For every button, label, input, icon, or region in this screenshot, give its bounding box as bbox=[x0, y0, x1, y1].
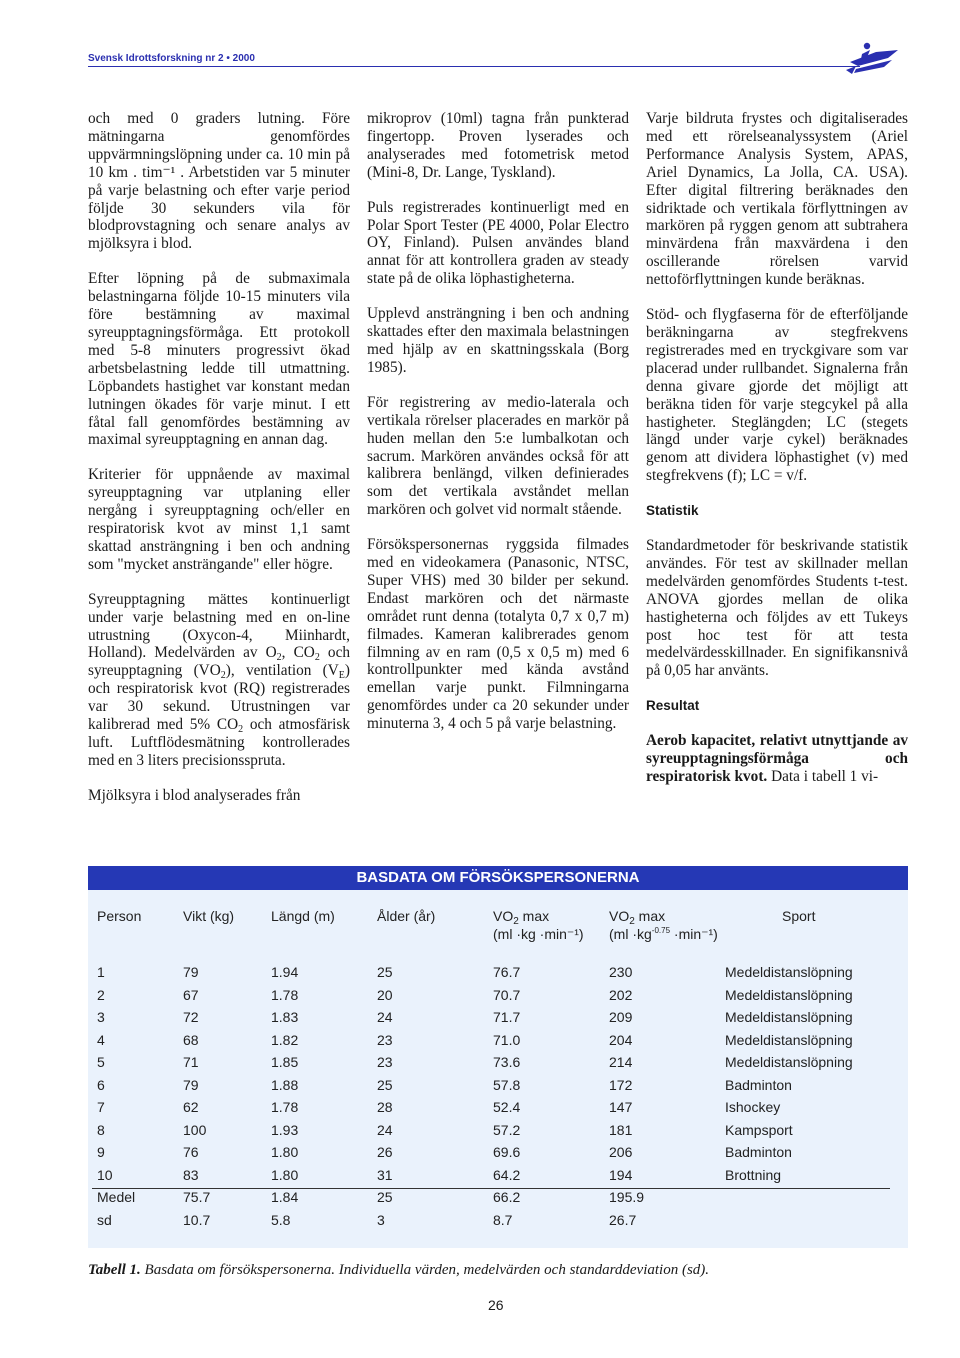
cell-alder: 25 bbox=[377, 1189, 393, 1205]
paragraph: Upplevd ansträngning i ben och andning skattades efter den maximala belastningen med hjälp av en skattningsskala (Borg 1985). bbox=[367, 305, 629, 376]
col-header-vo2-relative bbox=[493, 907, 584, 943]
cell-vo2-allometric: 194 bbox=[609, 1167, 633, 1183]
header-text: max bbox=[518, 908, 550, 924]
header-sub: 2 bbox=[513, 916, 519, 927]
cell-person: 8 bbox=[97, 1122, 105, 1138]
col-header-vo2-allometric bbox=[609, 907, 718, 943]
paragraph: mikroprov (10ml) tagna från punkterad fingertopp. Proven lyserades och analyserades med fotometrisk metod (Mini-8, Dr. Lange, Tyskland). bbox=[367, 110, 629, 181]
header-unit: ·min⁻¹) bbox=[670, 926, 718, 942]
table-caption bbox=[88, 1262, 709, 1279]
text-run: och syreupptagning (VO bbox=[88, 644, 351, 680]
paragraph: Varje bildruta frystes och digitaliserades med ett rörelseanalyssystem (Ariel Performance Analysis System, APAS, Ariel Dynamics, La Jolla, CA. USA). Efter digital filtrering beräknades den sidriktade och vertikala förflyttningen av markören på ryggen genom att subtrahera minvärdena från maxvärdena i den oscillerande rörelsen varvid nettoförflyttningen kunde beräknas. bbox=[646, 110, 908, 289]
cell-alder: 23 bbox=[377, 1032, 393, 1048]
cell-person: 4 bbox=[97, 1032, 105, 1048]
cell-sport: Badminton bbox=[725, 1077, 792, 1093]
cell-vo2-allometric: 26.7 bbox=[609, 1212, 637, 1228]
cell-vikt: 100 bbox=[183, 1122, 207, 1138]
cell-alder: 23 bbox=[377, 1054, 393, 1070]
cell-vo2-relative: 76.7 bbox=[493, 964, 521, 980]
cell-vikt: 68 bbox=[183, 1032, 199, 1048]
cell-alder: 26 bbox=[377, 1144, 393, 1160]
cell-vikt: 75.7 bbox=[183, 1189, 211, 1205]
text-column-1 bbox=[88, 110, 350, 822]
cell-alder: 24 bbox=[377, 1122, 393, 1138]
paragraph: Mjölksyra i blod analyserades från bbox=[88, 786, 301, 804]
header-sub: 2 bbox=[629, 916, 635, 927]
cell-langd: 1.78 bbox=[271, 1099, 299, 1115]
paragraph: Försökspersonernas ryggsida filmades med en videokamera (Panasonic, NTSC, Super VHS) med 30 bilder per sekund. Endast markören och det närmaste området runt denna (totalyta 0,7 x 0,7 m) filmades. Kameran kalibrerades genom filmning av en ram (0,5 x 0,5 m) med 6 kontrollpunkter med kända avstånd emellan varje punkt. Filmningarna genomfördes under ca 20 sekunder under minuterna 3, 4 och 5 på varje belastning. bbox=[367, 536, 629, 733]
cell-vo2-relative: 8.7 bbox=[493, 1212, 513, 1228]
paragraph: Stöd- och flygfaserna för de efterföljande beräkningarna av stegfrekvens registrerades med en tryckgivare som var placerad under rullbandet. Signalerna från denna givare gjorde det möjligt att beräkna tiden för varje stegcykel på alla hastigheter. Steglängden; LC (stegets längd under varje cykel) beräknades genom att dividera löphastighet (v) med stegfrekvens (f); LC = v/f. bbox=[646, 306, 908, 485]
text-run: Data i tabell 1 vi- bbox=[767, 768, 879, 785]
cell-person: 6 bbox=[97, 1077, 105, 1093]
text-run: ), ventilation (V bbox=[225, 662, 339, 680]
cell-alder: 3 bbox=[377, 1212, 385, 1228]
header-unit: (ml ·kg bbox=[609, 926, 652, 942]
cell-alder: 31 bbox=[377, 1167, 393, 1183]
cell-vikt: 79 bbox=[183, 1077, 199, 1093]
paragraph: Standardmetoder för beskrivande statistik användes. För test av skillnader mellan medelvärden genomfördes Students t-test. ANOVA gjordes mellan de olika hastigheterna och följdes av ett Tukeys post hoc test för att testa medelvärdesskillnader. En signifikansnivå på 0,05 har använts. bbox=[646, 537, 908, 680]
cell-vo2-relative: 71.7 bbox=[493, 1009, 521, 1025]
header-text: VO bbox=[609, 908, 630, 924]
cell-langd: 1.82 bbox=[271, 1032, 299, 1048]
cell-vo2-allometric: 202 bbox=[609, 987, 633, 1003]
cell-vo2-allometric: 206 bbox=[609, 1144, 633, 1160]
cell-vo2-allometric: 214 bbox=[609, 1054, 633, 1070]
cell-sport: Brottning bbox=[725, 1167, 782, 1183]
cell-vo2-allometric: 181 bbox=[609, 1122, 633, 1138]
section-heading-statistik: Statistik bbox=[646, 503, 699, 519]
cell-langd: 1.83 bbox=[271, 1009, 299, 1025]
cell-sport: Ishockey bbox=[725, 1099, 781, 1115]
cell-vikt: 83 bbox=[183, 1167, 199, 1183]
cell-langd: 1.84 bbox=[271, 1189, 299, 1205]
cell-vo2-relative: 73.6 bbox=[493, 1054, 521, 1070]
cell-langd: 1.80 bbox=[271, 1167, 299, 1183]
paragraph: För registrering av medio-laterala och vertikala rörelser placerades en markör på huden mellan den 5:e lumbalkotan och sacrum. Markören användes också för att kalibrera benlängd, vilken definierades som det vertikala avståndet mellan markören och golvet vid normalt stående. bbox=[367, 393, 629, 519]
cell-vo2-allometric: 172 bbox=[609, 1077, 633, 1093]
journal-logo-icon bbox=[836, 40, 900, 80]
cell-vikt: 62 bbox=[183, 1099, 199, 1115]
cell-vikt: 71 bbox=[183, 1054, 199, 1070]
cell-vikt: 76 bbox=[183, 1144, 199, 1160]
cell-vo2-relative: 57.2 bbox=[493, 1122, 521, 1138]
cell-person: 3 bbox=[97, 1009, 105, 1025]
cell-sport: Medeldistanslöpning bbox=[725, 1054, 853, 1070]
cell-vikt: 10.7 bbox=[183, 1212, 211, 1228]
paragraph: och med 0 graders lutning. Före mätningarna genomfördes uppvärmningslöpning under ca. 10 min på 10 km . tim⁻¹ . Arbetstiden var 5 minuter på varje belastning och efter varje period följde 30 sekunders vila för blodprovstagning och senare analys av mjölksyra i blod. bbox=[88, 110, 350, 253]
cell-alder: 20 bbox=[377, 987, 393, 1003]
text-column-3 bbox=[646, 110, 908, 803]
cell-person: 1 bbox=[97, 964, 105, 980]
col-header-vikt: Vikt (kg) bbox=[183, 908, 235, 924]
cell-person: 7 bbox=[97, 1099, 105, 1115]
cell-sport: Medeldistanslöpning bbox=[725, 987, 853, 1003]
cell-vo2-relative: 52.4 bbox=[493, 1099, 521, 1115]
text-run: , CO bbox=[281, 644, 315, 662]
paragraph bbox=[646, 732, 908, 786]
cell-langd: 5.8 bbox=[271, 1212, 291, 1228]
paragraph: Efter löpning på de submaximala belastningarna följde 10-15 minuters vila före bestämning av maximal syreupptagningsförmåga. Ett protokoll med 5-8 minuters progressivt ökad arbetsbelastning ledde till utmattning. Löpbandets hastighet var konstant medan lutningen ökades för varje minut. I ett fåtal fall genomfördes bestämning av maximal syreupptagning en annan dag. bbox=[88, 270, 350, 449]
cell-langd: 1.93 bbox=[271, 1122, 299, 1138]
cell-vo2-allometric: 230 bbox=[609, 964, 633, 980]
cell-langd: 1.85 bbox=[271, 1054, 299, 1070]
table-rule-above-mean bbox=[92, 1188, 890, 1189]
cell-vo2-allometric: 204 bbox=[609, 1032, 633, 1048]
paragraph: Puls registrerades kontinuerligt med en Polar Sport Tester (PE 4000, Polar Electro OY, Finland). Pulsen användes bland annat för att kontrollera graden av steady state på de olika löphastigheterna. bbox=[367, 198, 629, 288]
cell-langd: 1.94 bbox=[271, 964, 299, 980]
cell-vo2-allometric: 209 bbox=[609, 1009, 633, 1025]
header-unit: (ml ·kg ·min⁻¹) bbox=[493, 926, 584, 942]
cell-person: 10 bbox=[97, 1167, 113, 1183]
cell-person: 9 bbox=[97, 1144, 105, 1160]
cell-vo2-relative: 66.2 bbox=[493, 1189, 521, 1205]
cell-alder: 28 bbox=[377, 1099, 393, 1115]
caption-label: Tabell 1. bbox=[88, 1262, 141, 1278]
header-sup: -0.75 bbox=[651, 926, 671, 935]
text-run: Syreupptagning mättes kontinuerligt under varje belastning med en on-line utrustning (Oxycon-4, Miinhardt, Holland). Medelvärden av O bbox=[88, 590, 350, 662]
cell-langd: 1.80 bbox=[271, 1144, 299, 1160]
cell-alder: 25 bbox=[377, 964, 393, 980]
cell-vo2-relative: 57.8 bbox=[493, 1077, 521, 1093]
cell-sport: Medeldistanslöpning bbox=[725, 1009, 853, 1025]
col-header-langd: Längd (m) bbox=[271, 908, 335, 924]
cell-alder: 24 bbox=[377, 1009, 393, 1025]
paragraph-measurements: Syreupptagning mättes kontinuerligt under varje belastning med en on-line utrustning (Oxycon-4, Miinhardt, Holland). Medelvärden av $O_2$, $CO_2$ och syreupptagning $(VO_2)$, ventilation $(V_E)$ och respiratorisk kvot (RQ) registrerades var 30 sekund. Utrustningen var kalibrerad med 5% $CO_2$ och atmosfärisk luft. Luftflödesmätning kontrollerades med en 3 liters precisionsspruta. bbox=[88, 590, 351, 769]
cell-sport: Medeldistanslöpning bbox=[725, 1032, 853, 1048]
cell-vo2-allometric: 147 bbox=[609, 1099, 633, 1115]
col-header-person: Person bbox=[97, 908, 142, 924]
cell-sport: Kampsport bbox=[725, 1122, 793, 1138]
cell-langd: 1.78 bbox=[271, 987, 299, 1003]
section-heading-resultat: Resultat bbox=[646, 698, 700, 714]
cell-vo2-relative: 64.2 bbox=[493, 1167, 521, 1183]
header-text: max bbox=[634, 908, 666, 924]
cell-vo2-relative: 69.6 bbox=[493, 1144, 521, 1160]
cell-vikt: 79 bbox=[183, 964, 199, 980]
cell-sport: Badminton bbox=[725, 1144, 792, 1160]
table-banner: BASDATA OM FÖRSÖKSPERSONERNA bbox=[88, 866, 908, 890]
cell-alder: 25 bbox=[377, 1077, 393, 1093]
paragraph: Kriterier för uppnående av maximal syreupptagning var utplaning eller nergång i syreupptagning och/eller en respiratorisk kvot av minst 1,1 samt skattad ansträngning i ben och andning som "mycket ansträngande" eller högre. bbox=[88, 466, 350, 573]
journal-title: Svensk Idrottsforskning nr 2 • 2000 bbox=[88, 53, 255, 64]
col-header-sport: Sport bbox=[782, 908, 816, 924]
text-run: ) och respiratorisk kvot (RQ) registrerades var 30 sekund. Utrustningen var kalibrerad med 5% CO bbox=[88, 662, 350, 734]
cell-langd: 1.88 bbox=[271, 1077, 299, 1093]
caption-text: Basdata om försökspersonerna. Individuella värden, medelvärden och standarddeviation (sd). bbox=[140, 1262, 710, 1278]
header-text: VO bbox=[493, 908, 514, 924]
cell-vikt: 72 bbox=[183, 1009, 199, 1025]
text-run: och atmosfärisk luft. Luftflödesmätning kontrollerades med en 3 liters precisionsspruta. bbox=[88, 716, 351, 769]
cell-vo2-allometric: 195.9 bbox=[609, 1189, 645, 1205]
cell-person: 2 bbox=[97, 987, 105, 1003]
cell-person: sd bbox=[97, 1212, 112, 1228]
cell-vo2-relative: 70.7 bbox=[493, 987, 521, 1003]
col-header-alder: Ålder (år) bbox=[377, 908, 436, 924]
cell-sport: Medeldistanslöpning bbox=[725, 964, 853, 980]
cell-person: 5 bbox=[97, 1054, 105, 1070]
cell-vikt: 67 bbox=[183, 987, 199, 1003]
page-number: 26 bbox=[488, 1297, 504, 1313]
cell-person: Medel bbox=[97, 1189, 136, 1205]
cell-vo2-relative: 71.0 bbox=[493, 1032, 521, 1048]
subheading: Aerob kapacitet, relativt utnyttjande av syreupptagningsförmåga och respiratorisk kvot. bbox=[646, 732, 908, 785]
header-rule bbox=[88, 66, 860, 67]
text-column-2 bbox=[367, 110, 629, 750]
